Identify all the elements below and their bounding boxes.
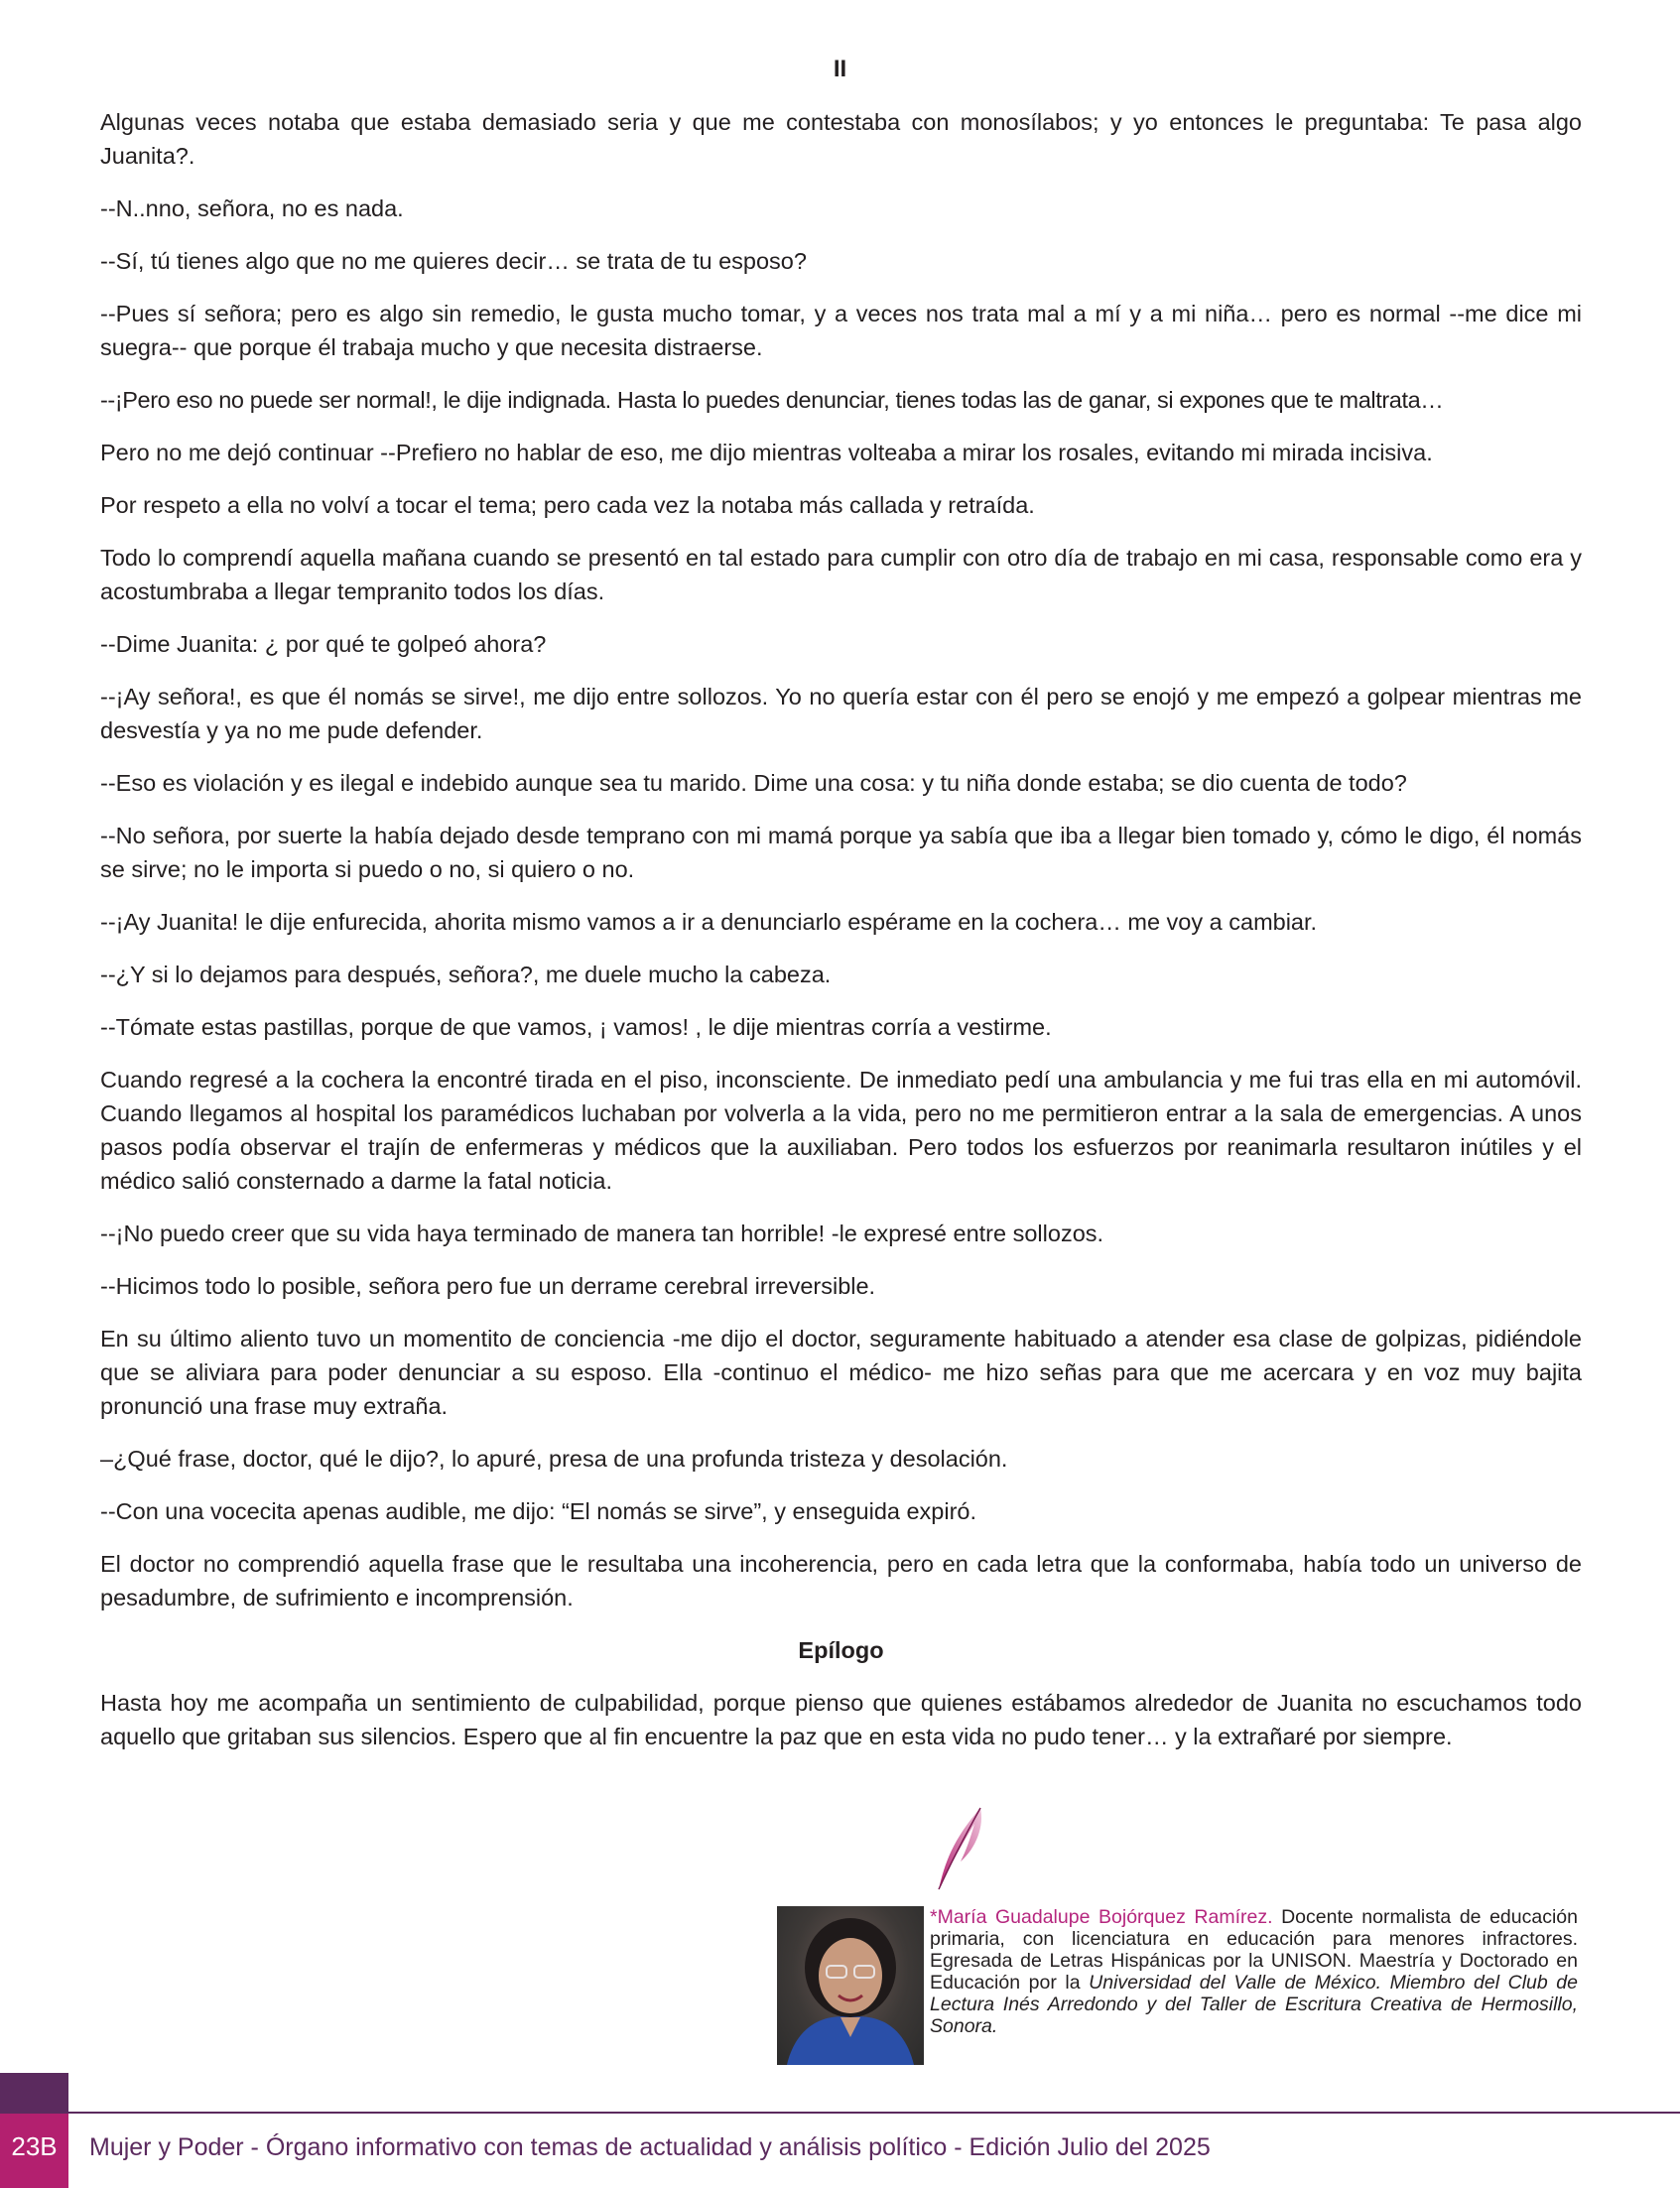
quill-feather-icon [931,1804,990,1891]
author-portrait-illustration [777,1906,924,2065]
paragraph: --Pues sí señora; pero es algo sin remedio, le gusta mucho tomar, y a veces nos trata mal a mí y a mi niña… pero es normal --me dice mi suegra-- que porque él trabaja mucho y que necesita distraerse. [100,301,1582,360]
page-number: 23B [11,2131,58,2161]
paragraph: --Con una vocecita apenas audible, me dijo: “El nomás se sirve”, y enseguida expiró. [100,1498,977,1524]
paragraph: En su último aliento tuvo un momentito de conciencia -me dijo el doctor, seguramente habituado a atender esa clase de golpizas, pidiéndole que se aliviara para poder denunciar a su esposo. Ella -continuo el médico- me hizo señas para que me acercara y en voz muy bajita pronunció una frase muy extraña. [100,1326,1582,1419]
paragraph: --Sí, tú tienes algo que no me quieres decir… se trata de tu esposo? [100,248,807,274]
author-photo [777,1906,924,2065]
paragraph: Por respeto a ella no volví a tocar el tema; pero cada vez la notaba más callada y retraída. [100,492,1035,518]
paragraph: Todo lo comprendí aquella mañana cuando se presentó en tal estado para cumplir con otro día de trabajo en mi casa, responsable como era y acostumbraba a llegar tempranito todos los días. [100,545,1582,604]
paragraph: --Dime Juanita: ¿ por qué te golpeó ahora? [100,631,547,657]
footer-divider [0,2112,1680,2114]
section-heading: II [833,56,847,82]
paragraph: --No señora, por suerte la había dejado desde temprano con mi mamá porque ya sabía que iba a llegar bien tomado y, cómo le digo, él nomás se sirve; no le importa si puedo o no, si quiero o no. [100,823,1582,882]
paragraph: --¡Ay Juanita! le dije enfurecida, ahorita mismo vamos a ir a denunciarlo espérame en la cochera… me voy a cambiar. [100,909,1318,935]
paragraph: –¿Qué frase, doctor, qué le dijo?, lo apuré, presa de una profunda tristeza y desolación. [100,1446,1008,1472]
paragraph: --Tómate estas pastillas, porque de que vamos, ¡ vamos! , le dije mientras corría a vestirme. [100,1014,1052,1040]
author-bio-institutions: Universidad del Valle de México. Miembro del Club de Lectura Inés Arredondo y del Taller de Escritura Creativa de Hermosillo, Sonora. [930,1972,1578,2037]
author-bio [930,1906,1578,2037]
paragraph: --N..nno, señora, no es nada. [100,195,404,221]
paragraph: --Hicimos todo lo posible, señora pero fue un derrame cerebral irreversible. [100,1273,876,1299]
paragraph: Cuando regresé a la cochera la encontré tirada en el piso, inconsciente. De inmediato pedí una ambulancia y me fui tras ella en mi automóvil. Cuando llegamos al hospital los paramédicos luchaban por volverla a la vida, pero no me permitieron entrar a la sala de emergencias. A unos pasos podía observar el trajín de enfermeras y médicos que la auxiliaban. Pero todos los esfuerzos por reanimarla resultaron inútiles y el médico salió consternado a darme la fatal noticia. [100,1067,1582,1194]
footer-publication: Mujer y Poder - Órgano informativo con temas de actualidad y análisis político - Edición Julio del 2025 [89,2133,1211,2161]
author-bio-text: Docente normalista de educación primaria, con licenciatura en educación para menores infractores. Egresada de Letras Hispánicas por la UNISON. Maestría y Doctorado en Educación por la [930,1906,1578,1994]
epilogue-paragraph: Hasta hoy me acompaña un sentimiento de culpabilidad, porque pienso que quienes estábamos alrededor de Juanita no escuchamos todo aquello que gritaban sus silencios. Espero que al fin encuentre la paz que en esta vida no pudo tener… y la extrañaré por siempre. [100,1690,1582,1749]
paragraph: --¡Ay señora!, es que él nomás se sirve!, me dijo entre sollozos. Yo no quería estar con él pero se enojó y me empezó a golpear mientras me desvestía y ya no me pude defender. [100,684,1582,743]
paragraph: --Eso es violación y es ilegal e indebido aunque sea tu marido. Dime una cosa: y tu niña donde estaba; se dio cuenta de todo? [100,770,1407,796]
paragraph: Algunas veces notaba que estaba demasiado seria y que me contestaba con monosílabos; y yo entonces le preguntaba: Te pasa algo Juanita?. [100,109,1582,169]
story-body [100,105,1582,1772]
epilogue-title: Epílogo [798,1637,884,1663]
paragraph: Pero no me dejó continuar --Prefiero no hablar de eso, me dijo mientras volteaba a mirar los rosales, evitando mi mirada incisiva. [100,440,1433,465]
author-name: *María Guadalupe Bojórquez Ramírez. [930,1906,1273,1928]
paragraph: --¡Pero eso no puede ser normal!, le dije indignada. Hasta lo puedes denunciar, tienes todas las de ganar, si expones que te maltrata… [100,387,1444,413]
paragraph: --¿Y si lo dejamos para después, señora?, me duele mucho la cabeza. [100,962,832,987]
paragraph: --¡No puedo creer que su vida haya terminado de manera tan horrible! -le expresé entre sollozos. [100,1221,1104,1246]
paragraph: El doctor no comprendió aquella frase que le resultaba una incoherencia, pero en cada letra que la conformaba, había todo un universo de pesadumbre, de sufrimiento e incomprensión. [100,1551,1582,1610]
